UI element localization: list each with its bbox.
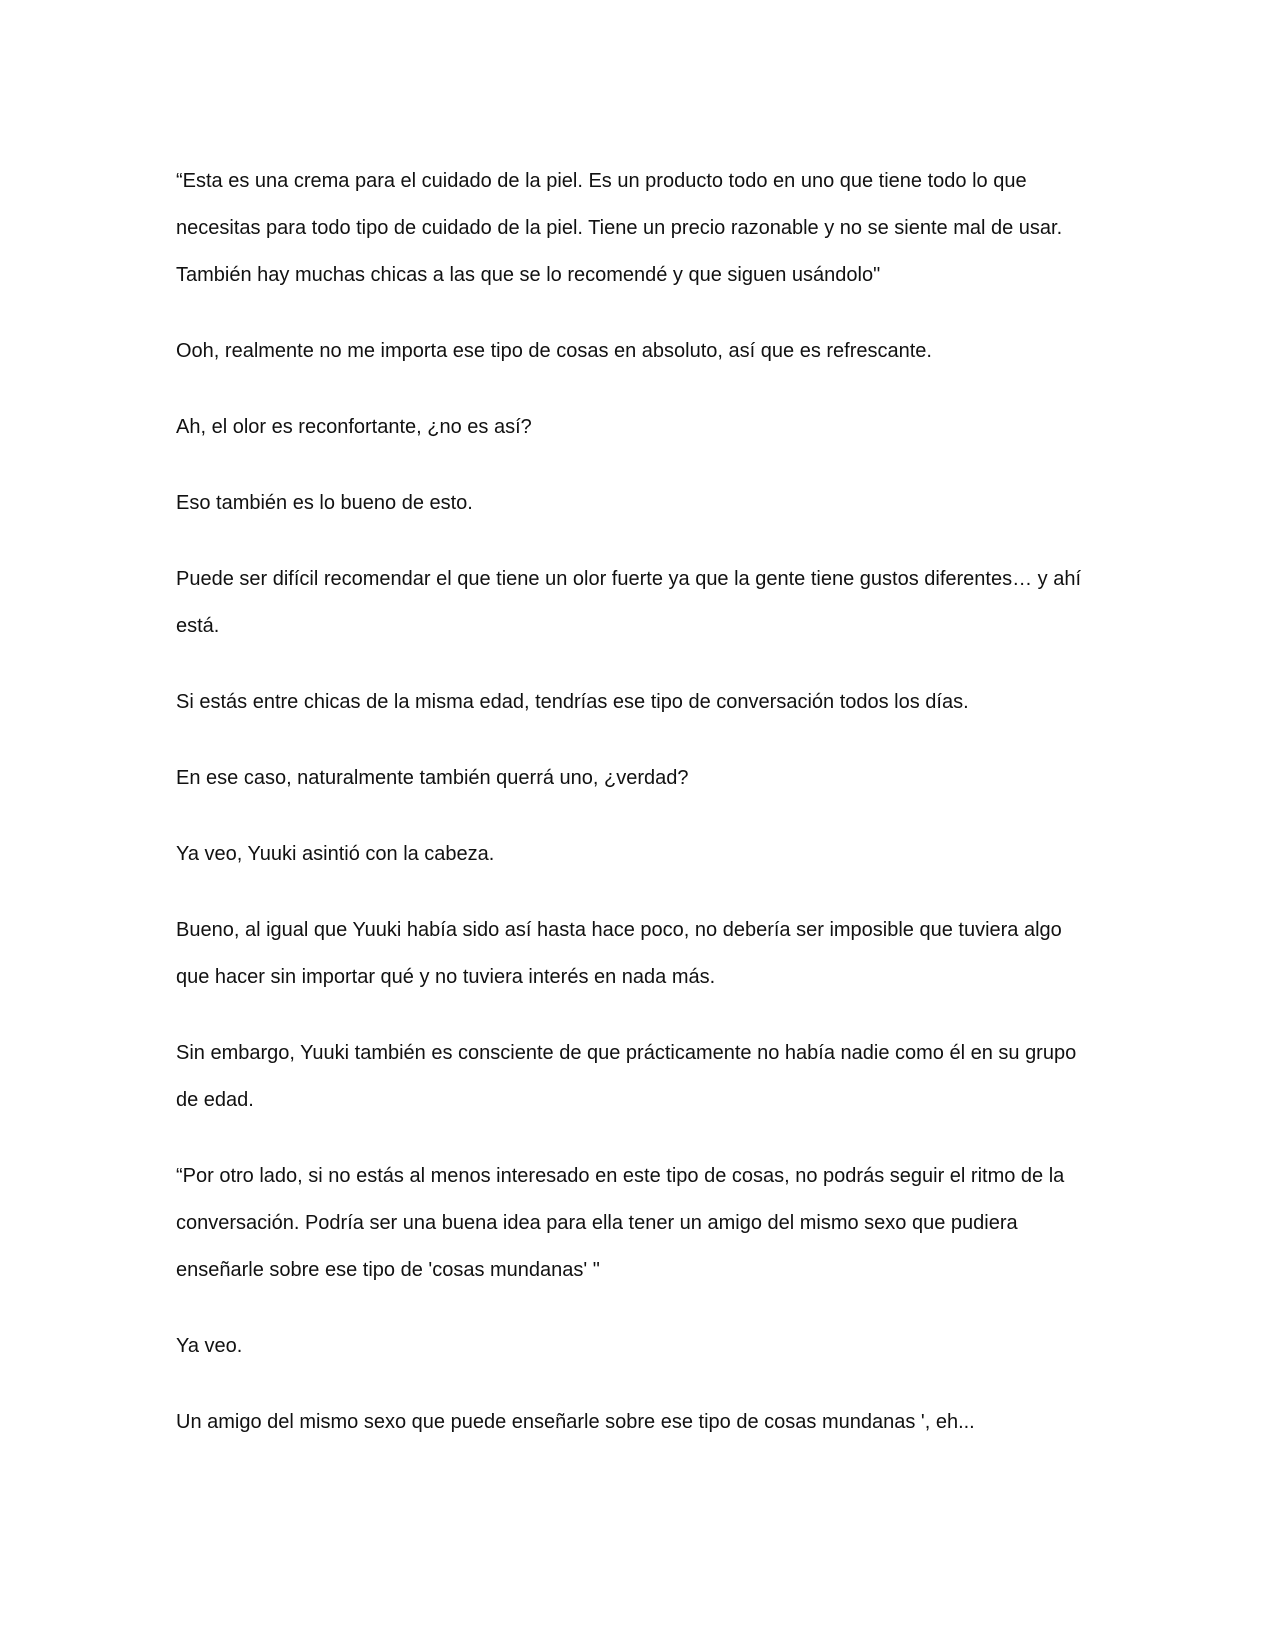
paragraph-12: Ya veo. [176, 1335, 243, 1357]
paragraph-8: Ya veo, Yuuki asintió con la cabeza. [176, 843, 495, 865]
paragraph-11: “Por otro lado, si no estás al menos interesado en este tipo de cosas, no podrás seguir el ritmo de la conversación. Podría ser una buena idea para ella tener un amigo del mismo sexo que pudiera enseñarle sobre ese tipo de 'cosas mundanas' " [176, 1165, 1065, 1281]
paragraph-13: Un amigo del mismo sexo que puede enseñarle sobre ese tipo de cosas mundanas ', eh... [176, 1411, 975, 1433]
paragraph-9: Bueno, al igual que Yuuki había sido así hasta hace poco, no debería ser imposible que tuviera algo que hacer sin importar qué y no tuviera interés en nada más. [176, 919, 1062, 988]
document-body [176, 158, 1096, 1475]
paragraph-6: Si estás entre chicas de la misma edad, tendrías ese tipo de conversación todos los días. [176, 691, 969, 713]
paragraph-4: Eso también es lo bueno de esto. [176, 492, 473, 514]
paragraph-10: Sin embargo, Yuuki también es consciente de que prácticamente no había nadie como él en su grupo de edad. [176, 1042, 1077, 1111]
paragraph-7: En ese caso, naturalmente también querrá uno, ¿verdad? [176, 767, 689, 789]
paragraph-2: Ooh, realmente no me importa ese tipo de cosas en absoluto, así que es refrescante. [176, 340, 932, 362]
paragraph-3: Ah, el olor es reconfortante, ¿no es así? [176, 416, 532, 438]
paragraph-5: Puede ser difícil recomendar el que tiene un olor fuerte ya que la gente tiene gustos diferentes… y ahí está. [176, 568, 1081, 637]
paragraph-1: “Esta es una crema para el cuidado de la piel. Es un producto todo en uno que tiene todo lo que necesitas para todo tipo de cuidado de la piel. Tiene un precio razonable y no se siente mal de usar. También hay muchas chicas a las que se lo recomendé y que siguen usándolo" [176, 170, 1063, 286]
